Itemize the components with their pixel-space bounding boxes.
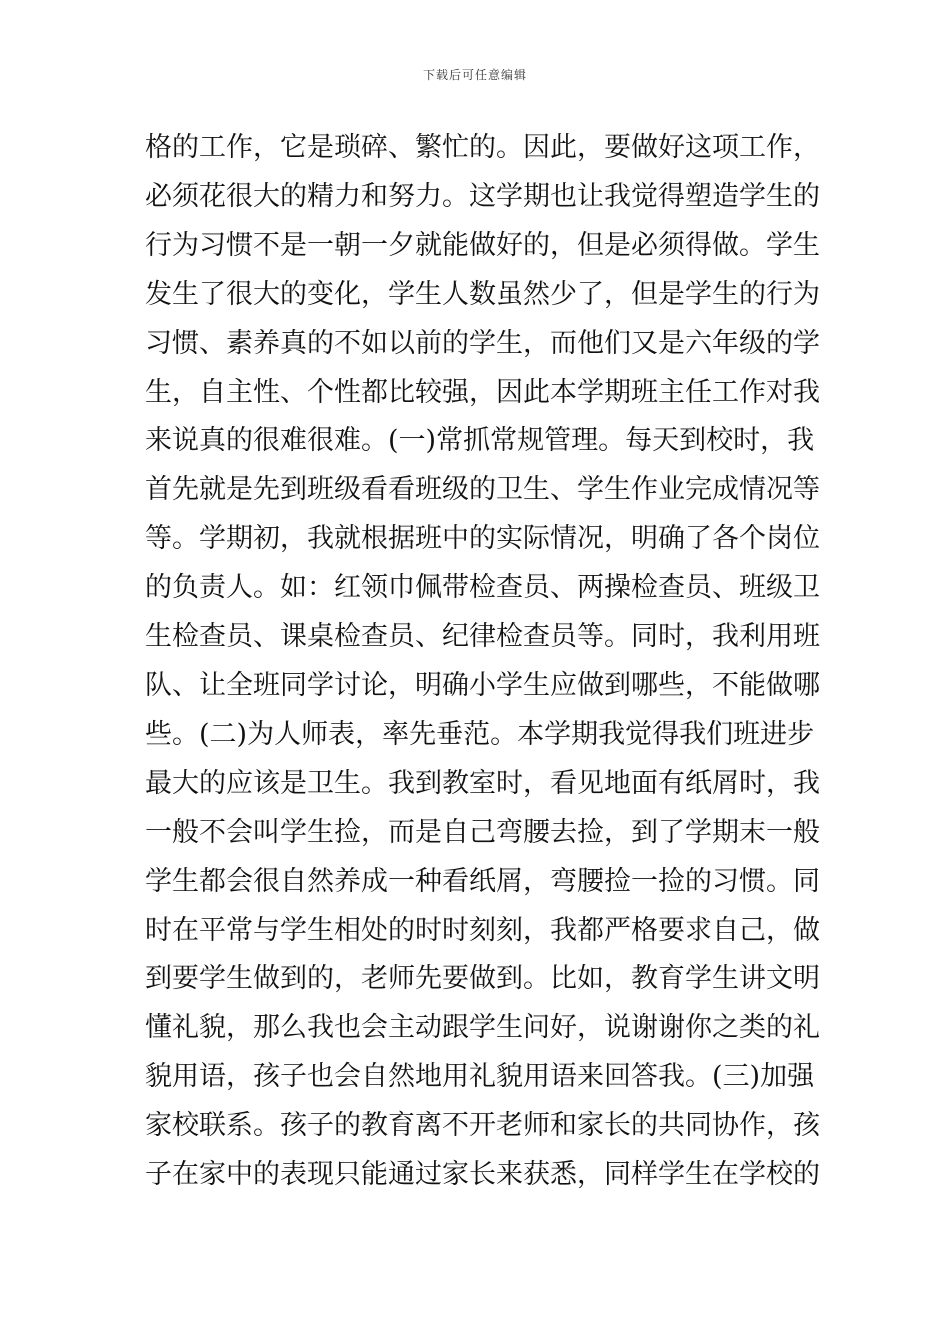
text-line: 到要学生做到的，老师先要做到。比如，教育学生讲文明 [145,963,820,995]
text-line: 貌用语，孩子也会自然地用礼貌用语来回答我。(三)加强 [145,1061,815,1093]
text-line: 家校联系。孩子的教育离不开老师和家长的共同协作，孩 [145,1110,820,1142]
text-line: 来说真的很难很难。(一)常抓常规管理。每天到校时，我 [145,425,815,457]
text-line: 生检查员、课桌检查员、纪律检查员等。同时，我利用班 [145,621,820,653]
text-line: 学生都会很自然养成一种看纸屑，弯腰捡一捡的习惯。同 [145,865,820,897]
text-line: 懂礼貌，那么我也会主动跟学生问好，说谢谢你之类的礼 [145,1012,820,1044]
text-line: 一般不会叫学生捡，而是自己弯腰去捡，到了学期末一般 [145,816,820,848]
text-line: 些。(二)为人师表，率先垂范。本学期我觉得我们班进步 [145,718,815,750]
text-line: 必须花很大的精力和努力。这学期也让我觉得塑造学生的 [145,180,820,212]
text-line: 子在家中的表现只能通过家长来获悉，同样学生在学校的 [145,1159,820,1191]
text-line: 习惯、素养真的不如以前的学生，而他们又是六年级的学 [145,327,820,359]
text-line: 生，自主性、个性都比较强，因此本学期班主任工作对我 [145,376,820,408]
text-line: 等。学期初，我就根据班中的实际情况，明确了各个岗位 [145,523,820,555]
text-line: 格的工作，它是琐碎、繁忙的。因此，要做好这项工作， [145,132,820,163]
text-line: 的负责人。如：红领巾佩带检查员、两操检查员、班级卫 [145,572,820,604]
text-line: 首先就是先到班级看看班级的卫生、学生作业完成情况等 [145,474,820,506]
text-line: 时在平常与学生相处的时时刻刻，我都严格要求自己，做 [145,914,820,946]
text-line: 队、让全班同学讨论，明确小学生应做到哪些，不能做哪 [145,669,820,701]
header-note: 下载后可任意编辑 [422,68,527,82]
text-line: 发生了很大的变化，学生人数虽然少了，但是学生的行为 [145,278,820,310]
text-line: 行为习惯不是一朝一夕就能做好的，但是必须得做。学生 [145,229,820,261]
body-paragraph [145,124,820,1200]
text-line: 最大的应该是卫生。我到教室时，看见地面有纸屑时，我 [145,767,820,799]
